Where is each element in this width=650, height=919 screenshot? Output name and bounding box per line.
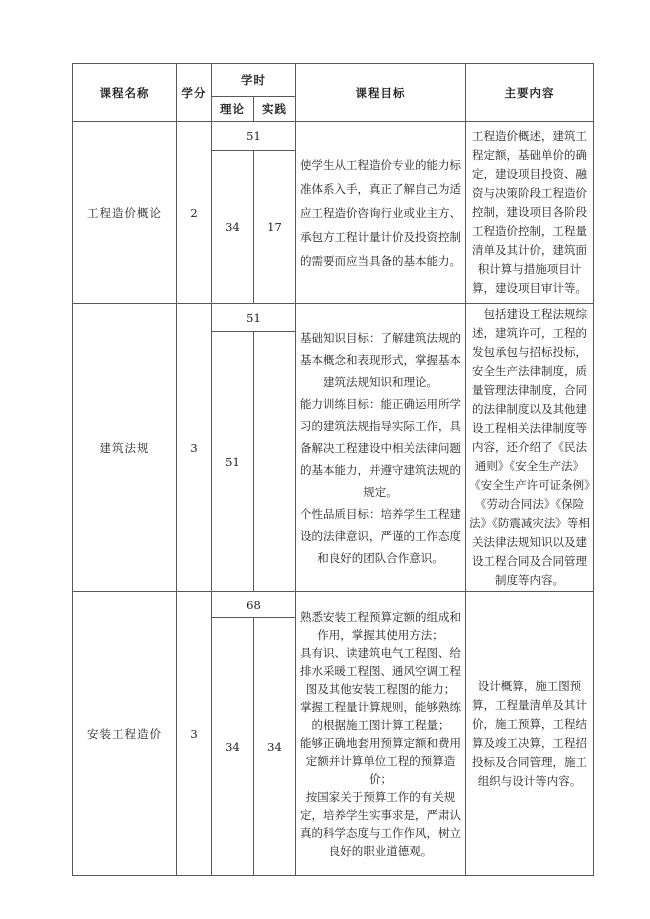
cell-total-hours: 68 [212, 592, 296, 618]
cell-practice-hours: 34 [254, 618, 296, 876]
objective-paragraph: 具有识、读建筑电气工程图、给排水采暖工程图、通风空调工程图及其他安装工程图的能力； [300, 645, 461, 696]
header-theory: 理论 [212, 97, 254, 122]
cell-content: 设计概算，施工图预算，工程量清单及其计价，施工预算，工程结算及竣工决算，工程招投标及合同管理，施工组织与设计等内容。 [466, 592, 594, 876]
cell-objectives [296, 122, 466, 304]
table-row [73, 122, 594, 151]
cell-total-hours: 51 [212, 304, 296, 332]
header-content: 主要内容 [466, 64, 594, 122]
cell-course-name: 安装工程造价 [73, 592, 177, 876]
objective-paragraph: 使学生从工程造价专业的能力标准体系入手，真正了解自己为适应工程造价咨询行业或业主方、承包方工程计量计价及投资控制的需要而应当具备的基本能力。 [300, 157, 461, 268]
header-course-name: 课程名称 [73, 64, 177, 122]
cell-course-name: 建筑法规 [73, 304, 177, 592]
cell-practice-hours [254, 332, 296, 592]
cell-course-name: 工程造价概论 [73, 122, 177, 304]
cell-objectives [296, 592, 466, 876]
objective-paragraph: 按国家关于预算工作的有关规定，培养学生实事求是，严肃认真的科学态度与工作作风，树立良好的职业道德观。 [300, 789, 461, 858]
cell-total-hours: 51 [212, 122, 296, 151]
header-credits: 学分 [177, 64, 212, 122]
curriculum-table [72, 63, 594, 876]
table-row [73, 304, 594, 332]
cell-credits: 2 [177, 122, 212, 304]
cell-theory-hours: 34 [212, 151, 254, 304]
objective-paragraph: 掌握工程量计算规则，能够熟练的根据施工图计算工程量； [300, 699, 461, 732]
cell-objectives [296, 304, 466, 592]
objective-paragraph: 能力训练目标：能正确运用所学习的建筑法规指导实际工作，具备解决工程建设中相关法律问题的基本能力，并遵守建筑法规的规定。 [300, 396, 461, 499]
objective-paragraph: 基础知识目标：了解建筑法规的基本概念和表现形式，掌握基本建筑法规知识和理论。 [300, 330, 461, 389]
objective-paragraph: 能够正确地套用预算定额和费用定额并计算单位工程的预算造价； [300, 735, 461, 786]
cell-content: 包括建设工程法规综述，建筑许可，工程的发包承包与招标投标，安全生产法律制度，质量管理法律制度，合同的法律制度以及其他建设工程相关法律制度等内容，还介绍了《民法通则》《安全生产法》《安全生产许可证条例》《劳动合同法》《保险法》《防震减灾法》等相关法律法规知识以及建设工程合同及合同管理制度等内容。 [466, 304, 594, 592]
cell-theory-hours: 51 [212, 332, 254, 592]
header-hours: 学时 [212, 64, 296, 97]
objective-paragraph: 个性品质目标：培养学生工程建设的法律意识，严谨的工作态度和良好的团队合作意识。 [300, 506, 461, 565]
header-practice: 实践 [254, 97, 296, 122]
header-row [73, 64, 594, 97]
cell-practice-hours: 17 [254, 151, 296, 304]
table-row [73, 592, 594, 618]
cell-theory-hours: 34 [212, 618, 254, 876]
cell-credits: 3 [177, 304, 212, 592]
header-objectives: 课程目标 [296, 64, 466, 122]
cell-content: 工程造价概述，建筑工程定额，基础单价的确定，建设项目投资、融资与决策阶段工程造价控制，建设项目各阶段工程造价控制，工程量清单及其计价，建筑面积计算与措施项目计算，建设项目审计等。 [466, 122, 594, 304]
objective-paragraph: 熟悉安装工程预算定额的组成和作用，掌握其使用方法； [300, 609, 461, 642]
cell-credits: 3 [177, 592, 212, 876]
